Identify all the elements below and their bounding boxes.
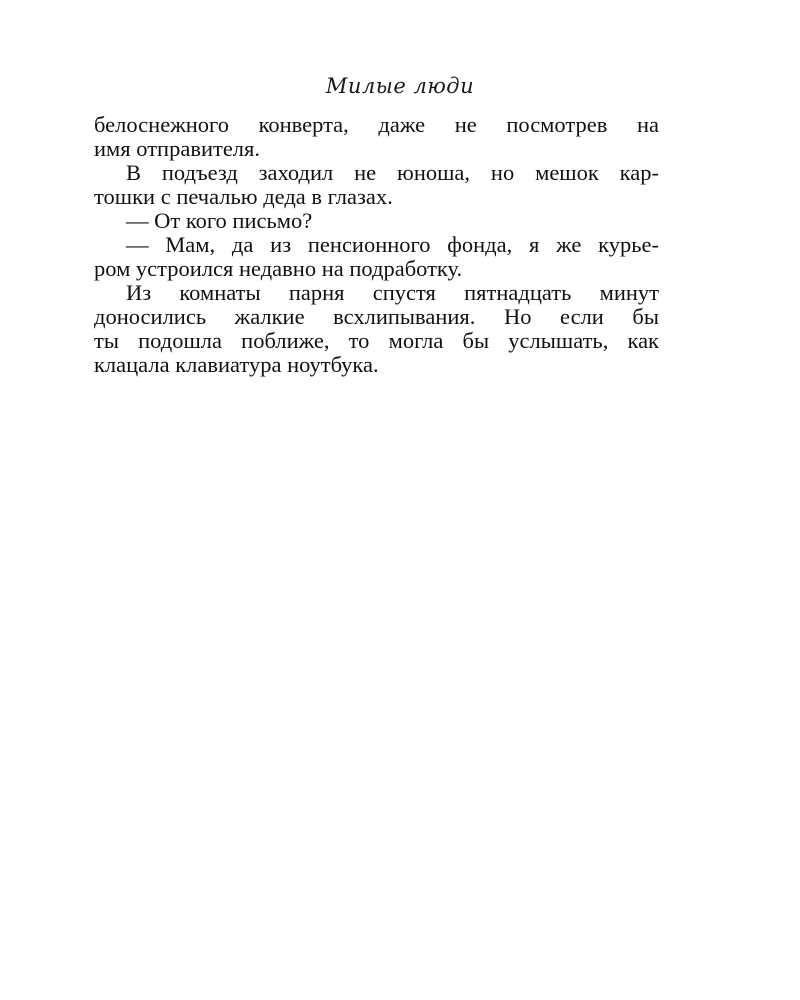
text-line: — Мам, да из пенсионного фонда, я же курье- xyxy=(126,232,659,257)
text-line: тошки с печалью деда в глазах. xyxy=(94,184,393,209)
body-text xyxy=(94,113,659,377)
text-line: — От кого письмо? xyxy=(126,208,313,233)
text-line: ты подошла поближе, то могла бы услышать, как xyxy=(94,328,659,353)
text-line: белоснежного конверта, даже не посмотрев на xyxy=(94,112,659,137)
text-line: клацала клавиатура ноутбука. xyxy=(94,352,379,377)
text-line: имя отправителя. xyxy=(94,136,261,161)
text-line: доносились жалкие всхлипывания. Но если бы xyxy=(94,304,659,329)
running-head: Милые люди xyxy=(325,74,475,98)
text-line: Из комнаты парня спустя пятнадцать минут xyxy=(126,280,659,305)
text-line: В подъезд заходил не юноша, но мешок кар- xyxy=(126,160,659,185)
text-line: ром устроился недавно на подработку. xyxy=(94,256,463,281)
